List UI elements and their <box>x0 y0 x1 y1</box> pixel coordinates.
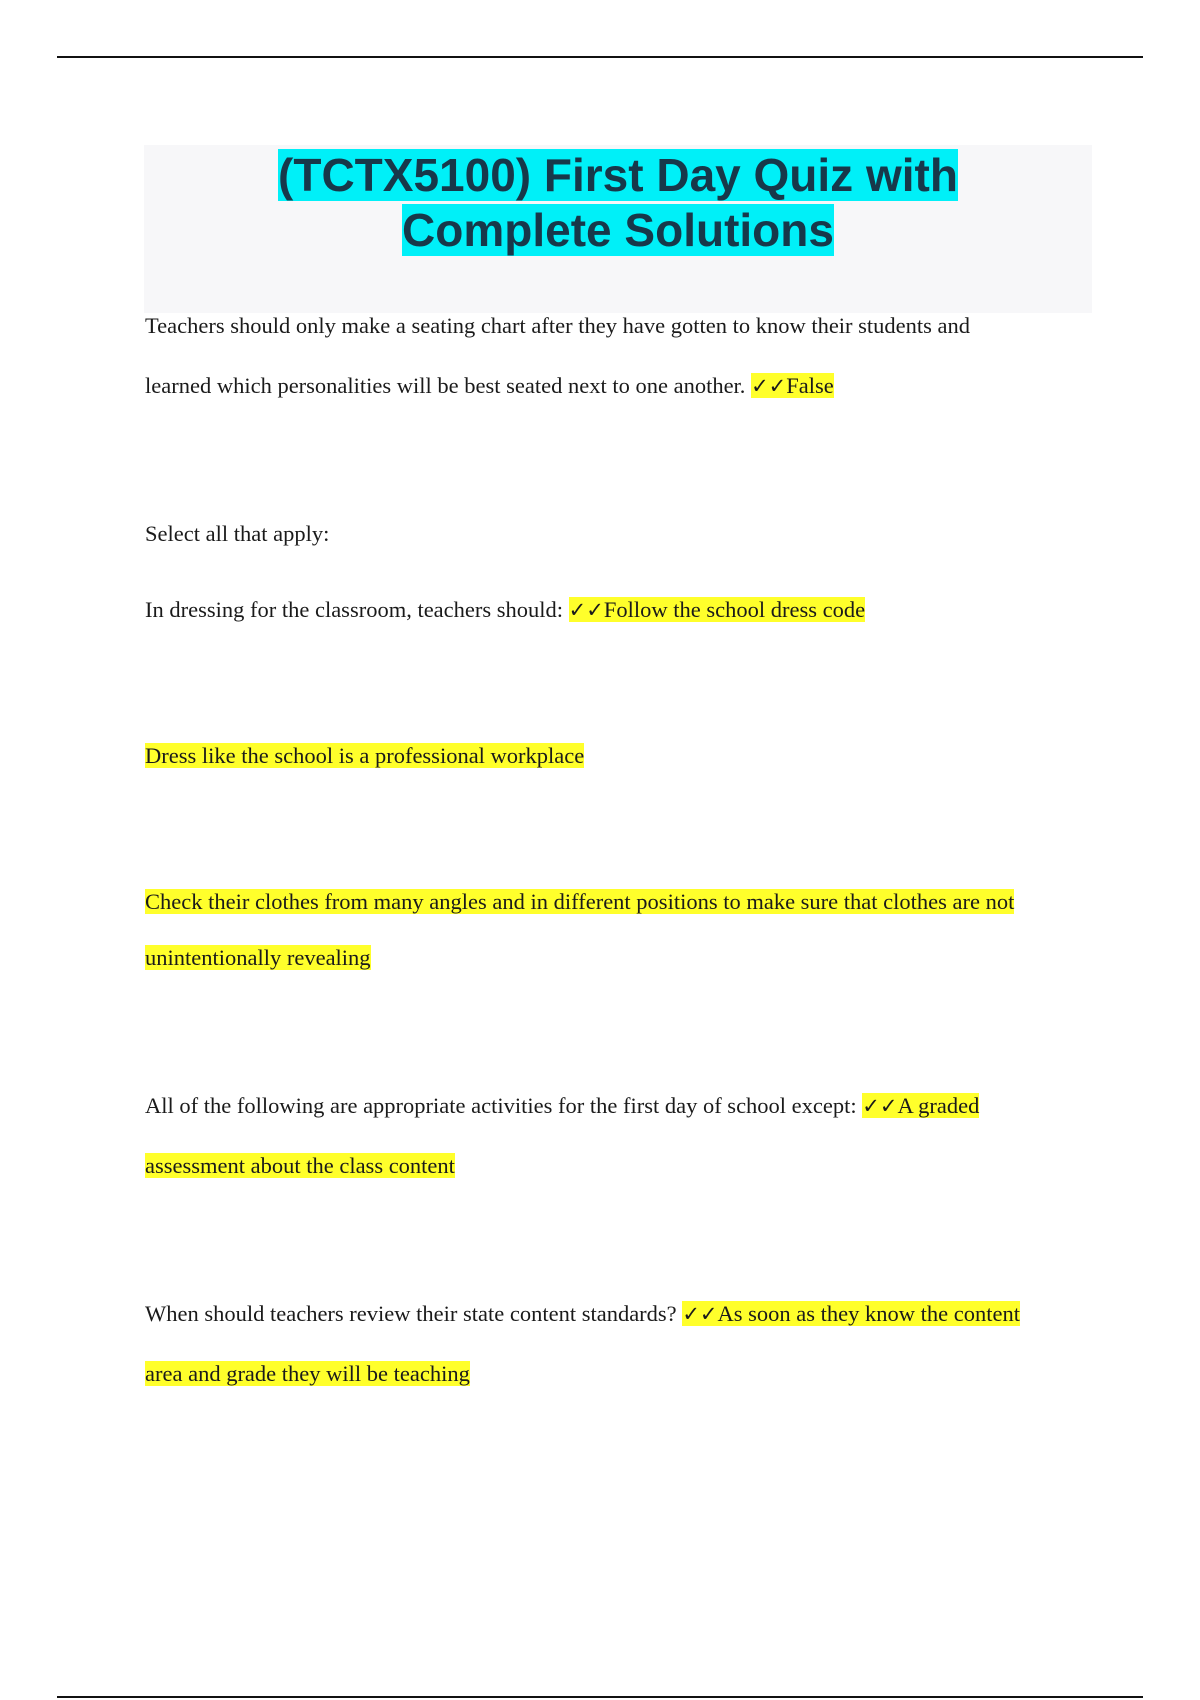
q3-answer-text-1: A graded <box>897 1093 980 1118</box>
q3-answer-part-1 <box>862 1093 979 1118</box>
q2-answer-3-line-2 <box>145 928 1095 988</box>
q1-question-text: learned which personalities will be best seated next to one another. <box>145 373 746 398</box>
check-mark-icon: ✓✓ <box>682 1302 718 1326</box>
top-rule <box>57 56 1143 58</box>
q2-answer-2-line <box>145 726 1095 786</box>
q4-question-text: When should teachers review their state content standards? <box>145 1301 677 1326</box>
check-mark-icon: ✓✓ <box>751 374 787 398</box>
q4-question-line <box>145 1284 1095 1344</box>
q3-answer-part-2: assessment about the class content <box>145 1153 455 1178</box>
page-title-line-2: Complete Solutions <box>402 204 834 256</box>
q4-answer-line-2 <box>145 1344 1095 1404</box>
q2-answer-3-part-2: unintentionally revealing <box>145 945 371 970</box>
page-title-line-1: (TCTX5100) First Day Quiz with <box>278 149 958 201</box>
q2-answer-1 <box>569 597 865 622</box>
bottom-rule <box>57 1696 1143 1698</box>
check-mark-icon: ✓✓ <box>568 598 604 622</box>
q1-answer-text: False <box>786 373 834 398</box>
q3-question-text: All of the following are appropriate activities for the first day of school except: <box>145 1093 857 1118</box>
q4-answer-text-1: As soon as they know the content <box>717 1301 1020 1326</box>
q2-intro: Select all that apply: <box>145 521 330 546</box>
q1-question-line-1: Teachers should only make a seating chart after they have gotten to know their students and <box>145 313 971 338</box>
check-mark-icon: ✓✓ <box>862 1094 898 1118</box>
q4-answer-part-2: area and grade they will be teaching <box>145 1361 470 1386</box>
q1-question-line-2 <box>145 356 1095 416</box>
q2-question-line <box>145 580 1095 640</box>
q4-answer-part-1 <box>682 1301 1020 1326</box>
q1-answer <box>751 373 834 398</box>
q2-answer-3-part-1: Check their clothes from many angles and in different positions to make sure that clothes are not <box>145 889 1015 914</box>
q2-question-text: In dressing for the classroom, teachers should: <box>145 597 564 622</box>
q2-answer-2: Dress like the school is a professional workplace <box>145 743 585 768</box>
q2-answer-3-line-1 <box>145 872 1095 932</box>
q3-question-line <box>145 1076 1095 1136</box>
q2-answer-1-text: Follow the school dress code <box>603 597 866 622</box>
q3-answer-line-2 <box>145 1136 1095 1196</box>
title-block <box>144 145 1092 313</box>
